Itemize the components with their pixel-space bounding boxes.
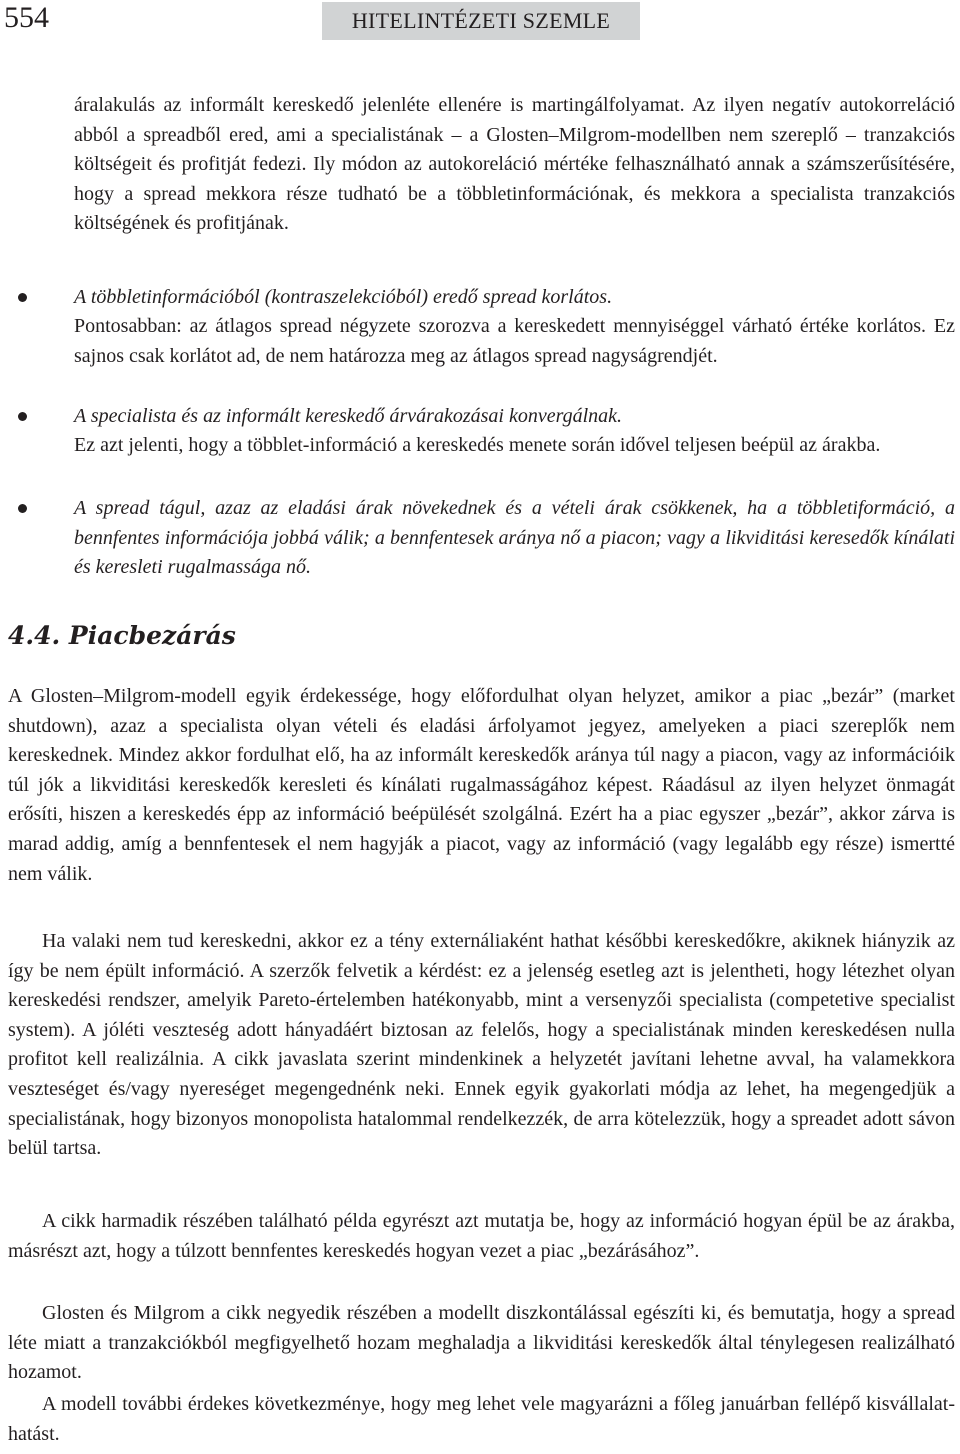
bullet-dot-icon [18, 504, 27, 513]
page-number: 554 [4, 1, 49, 34]
bullet-body: Pontosabban: az átlagos spread négyzete szorozva a kereskedett mennyiséggel várható értéke korlátos. Ez sajnos csak korlátot ad, de nem határozza meg az átlagos spread nagyságrendjét. [74, 315, 955, 367]
section-paragraph-4: Glosten és Milgrom a cikk negyedik részében a modellt diszkontálással egészíti ki, és bemutatja, hogy a spread léte miatt a tranzakciókból megfigyelhető hozam meghaladja a likviditási kereskedők által ténylegesen realizálható hozamot. [8, 1302, 955, 1384]
bullet-title: A specialista és az informált kereskedő árvárakozásai konvergálnak. [74, 405, 623, 427]
section-paragraph-5: A modell további érdekes következménye, hogy meg lehet vele magyarázni a főleg januárban fellépő kisvállalat-hatást. [8, 1393, 955, 1445]
section-paragraph-3: A cikk harmadik részében található példa egyrészt azt mutatja be, hogy az információ hogyan épül be az árakba, másrészt azt, hogy a túlzott bennfentes kereskedés hogyan vezet a piac „bezárásához”. [8, 1210, 955, 1262]
section-title: 4.4. Piacbezárás [8, 621, 236, 650]
bullet-dot-icon [18, 412, 27, 421]
bullet-title: A többletinformációból (kontraszelekcióból) eredő spread korlátos. [74, 286, 613, 308]
bullet-title: A spread tágul, azaz az eladási árak növekednek és a vételi árak csökkenek, ha a többletiformáció, a bennfentes információja jobbá válik; a bennfentesek aránya nő a piacon; vagy a likviditási keresedők kínálati és keresleti rugalmassága nő. [74, 497, 955, 579]
section-paragraph-1: A Glosten–Milgrom-modell egyik érdekessége, hogy előfordulhat olyan helyzet, amikor a piac „bezár” (market shutdown), azaz a specialista olyan vételi és eladási árfolyamot jegyez, amelyeken a piaci szereplők nem kereskednek. Mindez akkor fordulhat elő, ha az informált kereskedők aránya túl nagy a piacon, vagy az információik túl jók a likviditási kereskedők keresleti és kínálati rugalmasságához képest. Ráadásul az ilyen helyzet önmagát erősíti, hiszen a kereskedés épp az információ beépülését szolgálná. Ezért ha a piac egyszer „bezár”, akkor zárva is marad addig, amíg a bennfentesek el nem hagyják a piacot, vagy az információ (vagy legalább egy része) ismertté nem válik. [8, 685, 955, 885]
bullet-body: Ez azt jelenti, hogy a többlet-információ a kereskedés menete során idővel teljesen beépül az árakba. [74, 434, 881, 456]
intro-paragraph: áralakulás az informált kereskedő jelenléte ellenére is martingálfolyamat. Az ilyen negatív autokorreláció abból a spreadből ered, ami a specialistának – a Glosten–Milgrom-modellben nem szereplő – tranzakciós költségeit és profitját fedezi. Ily módon az autokoreláció mértéke felhasználható annak a számszerűsítésére, hogy a spread mekkora része tudható be a többletinformációnak, és mekkora a specialista tranzakciós költségének és profitjának. [74, 94, 955, 235]
journal-header: HITELINTÉZETI SZEMLE [322, 2, 640, 40]
section-paragraph-2: Ha valaki nem tud kereskedni, akkor ez a tény externáliaként hathat későbbi kereskedőkre, akiknek hiányzik az így be nem épült információ. A szerzők felvetik a kérdést: ez a jelenség esetleg azt is jelentheti, hogy létezhet olyan kereskedési rendszer, amelyik Pareto-értelemben hatékonyabb, mint a versenyzői specialista (competetive specialist system). A jóléti veszteség adott hányadáért biztosan az felelős, hogy a specialistának minden kereskedésen nulla profitot kell realizálnia. A cikk javaslata szerint mindenkinek a helyzetét javítani lehetne avval, ha valamekkora veszteséget és/vagy nyereséget megengednénk neki. Ennek egyik gyakorlati módja az lehet, ha megengedjük a specialistának, hogy bizonyos monopolista hatalommal rendelkezzék, de arra kötelezzük, hogy a spreadet adott sávon belül tartsa. [8, 930, 955, 1160]
bullet-dot-icon [18, 293, 27, 302]
